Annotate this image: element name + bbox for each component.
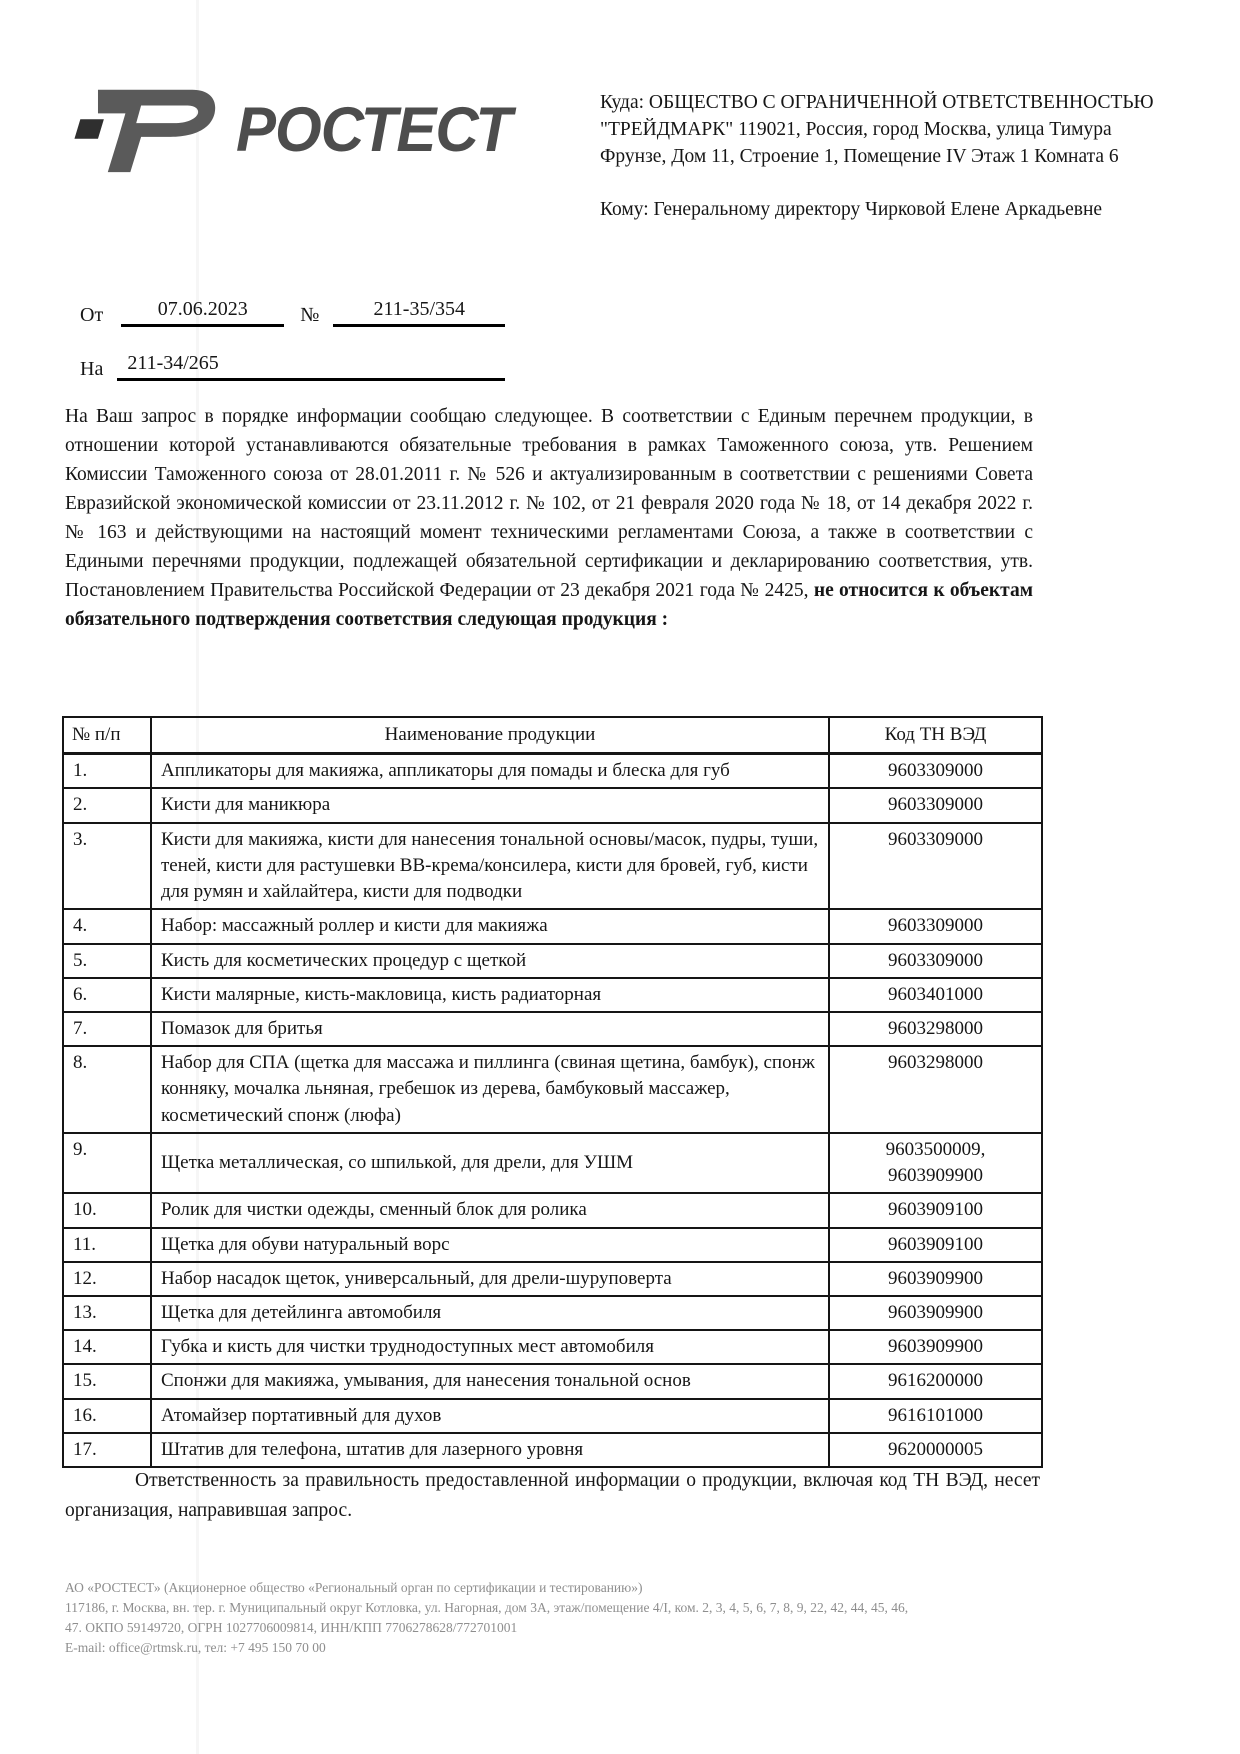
product-name: Кисти малярные, кисть-макловица, кисть радиаторная	[151, 978, 829, 1012]
body-paragraph	[65, 402, 1033, 634]
product-name: Штатив для телефона, штатив для лазерного уровня	[151, 1433, 829, 1467]
letter-number: 211-35/354	[333, 298, 505, 327]
tnved-code: 9603401000	[829, 978, 1042, 1012]
tnved-code: 9616200000	[829, 1364, 1042, 1398]
table-row	[63, 788, 1042, 822]
tnved-code: 9603309000	[829, 909, 1042, 943]
row-number: 12.	[63, 1262, 151, 1296]
row-number: 3.	[63, 823, 151, 910]
table-row	[63, 909, 1042, 943]
product-name: Щетка для детейлинга автомобиля	[151, 1296, 829, 1330]
tnved-code: 9603909900	[829, 1262, 1042, 1296]
tnved-code: 9603298000	[829, 1046, 1042, 1133]
table-row	[63, 823, 1042, 910]
product-name: Щетка для обуви натуральный ворс	[151, 1228, 829, 1262]
footer-contacts-line: E-mail: office@rtmsk.ru, тел: +7 495 150 70 00	[65, 1640, 326, 1655]
product-name: Щетка металлическая, со шпилькой, для дрели, для УШМ	[151, 1133, 829, 1193]
table-header-row	[63, 717, 1042, 754]
row-number: 13.	[63, 1296, 151, 1330]
letter-date: 07.06.2023	[121, 298, 284, 327]
table-row	[63, 1012, 1042, 1046]
table-row	[63, 1133, 1042, 1193]
tnved-code: 9603909900	[829, 1330, 1042, 1364]
product-name: Атомайзер портативный для духов	[151, 1399, 829, 1433]
tnved-code: 9603309000	[829, 754, 1042, 789]
footer-org-line: АО «РОСТЕСТ» (Акционерное общество «Региональный орган по сертификации и тестированию»)	[65, 1580, 643, 1595]
product-name: Набор: массажный роллер и кисти для макияжа	[151, 909, 829, 943]
table-row	[63, 978, 1042, 1012]
tnved-code: 9616101000	[829, 1399, 1042, 1433]
product-name: Набор насадок щеток, универсальный, для дрели-шуруповерта	[151, 1262, 829, 1296]
tnved-code: 9603298000	[829, 1012, 1042, 1046]
number-label: №	[300, 304, 320, 326]
row-number: 7.	[63, 1012, 151, 1046]
header-name: Наименование продукции	[151, 717, 829, 754]
recipient-attention: Кому: Генеральному директору Чирковой Елене Аркадьевне	[600, 198, 1103, 220]
table-row	[63, 1046, 1042, 1133]
row-number: 5.	[63, 944, 151, 978]
incoming-reference-line	[80, 352, 505, 381]
from-label: От	[80, 304, 104, 326]
product-name: Спонжи для макияжа, умывания, для нанесения тональной основ	[151, 1364, 829, 1398]
table-row	[63, 1193, 1042, 1227]
row-number: 15.	[63, 1364, 151, 1398]
row-number: 17.	[63, 1433, 151, 1467]
reply-label: На	[80, 358, 104, 380]
table-row	[63, 754, 1042, 789]
table-row	[63, 1399, 1042, 1433]
header-code: Код ТН ВЭД	[829, 717, 1042, 754]
tnved-code: 9603500009, 9603909900	[829, 1133, 1042, 1193]
rostest-wordmark: РОСТЕСТ	[236, 93, 512, 165]
table-row	[63, 1262, 1042, 1296]
tnved-code: 9603909100	[829, 1228, 1042, 1262]
row-number: 16.	[63, 1399, 151, 1433]
body-paragraph-bold: не относится к объектам обязательного подтверждения соответствия следующая продукция :	[65, 580, 1033, 630]
product-name: Набор для СПА (щетка для массажа и пиллинга (свиная щетина, бамбук), спонж конняку, мочалка льняная, гребешок из дерева, бамбуковый массажер, косметический спонж (люфа)	[151, 1046, 829, 1133]
reply-number: 211-34/265	[117, 352, 505, 381]
tnved-code: 9603909900	[829, 1296, 1042, 1330]
recipient-block	[600, 90, 1160, 224]
tnved-code: 9603309000	[829, 944, 1042, 978]
row-number: 10.	[63, 1193, 151, 1227]
table-row	[63, 1296, 1042, 1330]
table-row	[63, 1330, 1042, 1364]
table-row	[63, 1364, 1042, 1398]
table-row	[63, 1228, 1042, 1262]
product-name: Помазок для бритья	[151, 1012, 829, 1046]
row-number: 2.	[63, 788, 151, 822]
tnved-code: 9603309000	[829, 788, 1042, 822]
tnved-code: 9603909100	[829, 1193, 1042, 1227]
row-number: 9.	[63, 1133, 151, 1193]
table-row	[63, 944, 1042, 978]
body-paragraph-regular: На Ваш запрос в порядке информации сообщаю следующее. В соответствии с Единым перечнем продукции, в отношении которой устанавливаются обязательные требования в рамках Таможенного союза, утв. Решением Комиссии Таможенного союза от 28.01.2011 г. № 526 и актуализированным в соответствии с решениями Совета Евразийской экономической комиссии от 23.11.2012 г. № 102, от 21 февраля 2020 года № 18, от 14 декабря 2022 г. № 163 и действующими на настоящий момент техническими регламентами Союза, а также в соответствии с Едиными перечнями продукции, подлежащей обязательной сертификации и декларированию соответствия, утв. Постановлением Правительства Российской Федерации от 23 декабря 2021 года № 2425,	[65, 406, 1033, 601]
product-name: Кисти для маникюра	[151, 788, 829, 822]
footer-address-line: 117186, г. Москва, вн. тер. г. Муниципальный округ Котловка, ул. Нагорная, дом 3А, этаж/помещение 4/I, ком. 2, 3, 4, 5, 6, 7, 8, 9, 22, 42, 44, 45, 46,	[65, 1600, 909, 1615]
footer-block	[65, 1578, 1075, 1658]
tnved-code: 9620000005	[829, 1433, 1042, 1467]
tnved-code: 9603309000	[829, 823, 1042, 910]
outgoing-reference-line	[80, 298, 505, 327]
rostest-logo	[70, 80, 511, 178]
row-number: 1.	[63, 754, 151, 789]
closing-paragraph: Ответственность за правильность предоставленной информации о продукции, включая код ТН ВЭД, несет организация, направившая запрос.	[65, 1470, 1040, 1521]
header-num: № п/п	[63, 717, 151, 754]
product-name: Ролик для чистки одежды, сменный блок для ролика	[151, 1193, 829, 1227]
table-row	[63, 1433, 1042, 1467]
product-table	[62, 716, 1043, 1468]
product-name: Аппликаторы для макияжа, аппликаторы для помады и блеска для губ	[151, 754, 829, 789]
row-number: 11.	[63, 1228, 151, 1262]
footer-codes-line: 47. ОКПО 59149720, ОГРН 1027706009814, ИНН/КПП 7706278628/772701001	[65, 1620, 518, 1635]
recipient-address: Куда: ОБЩЕСТВО С ОГРАНИЧЕННОЙ ОТВЕТСТВЕННОСТЬЮ "ТРЕЙДМАРК" 119021, Россия, город Москва, улица Тимура Фрунзе, Дом 11, Строение 1, Помещение IV Этаж 1 Комната 6	[600, 92, 1154, 167]
row-number: 6.	[63, 978, 151, 1012]
row-number: 4.	[63, 909, 151, 943]
row-number: 8.	[63, 1046, 151, 1133]
product-name: Губка и кисть для чистки труднодоступных мест автомобиля	[151, 1330, 829, 1364]
rostest-r-icon	[70, 80, 222, 178]
row-number: 14.	[63, 1330, 151, 1364]
product-name: Кисти для макияжа, кисти для нанесения тональной основы/масок, пудры, туши, теней, кисти для растушевки ВВ-крема/консилера, кисти для бровей, губ, кисти для румян и хайлайтера, кисти для подводки	[151, 823, 829, 910]
product-name: Кисть для косметических процедур с щеткой	[151, 944, 829, 978]
